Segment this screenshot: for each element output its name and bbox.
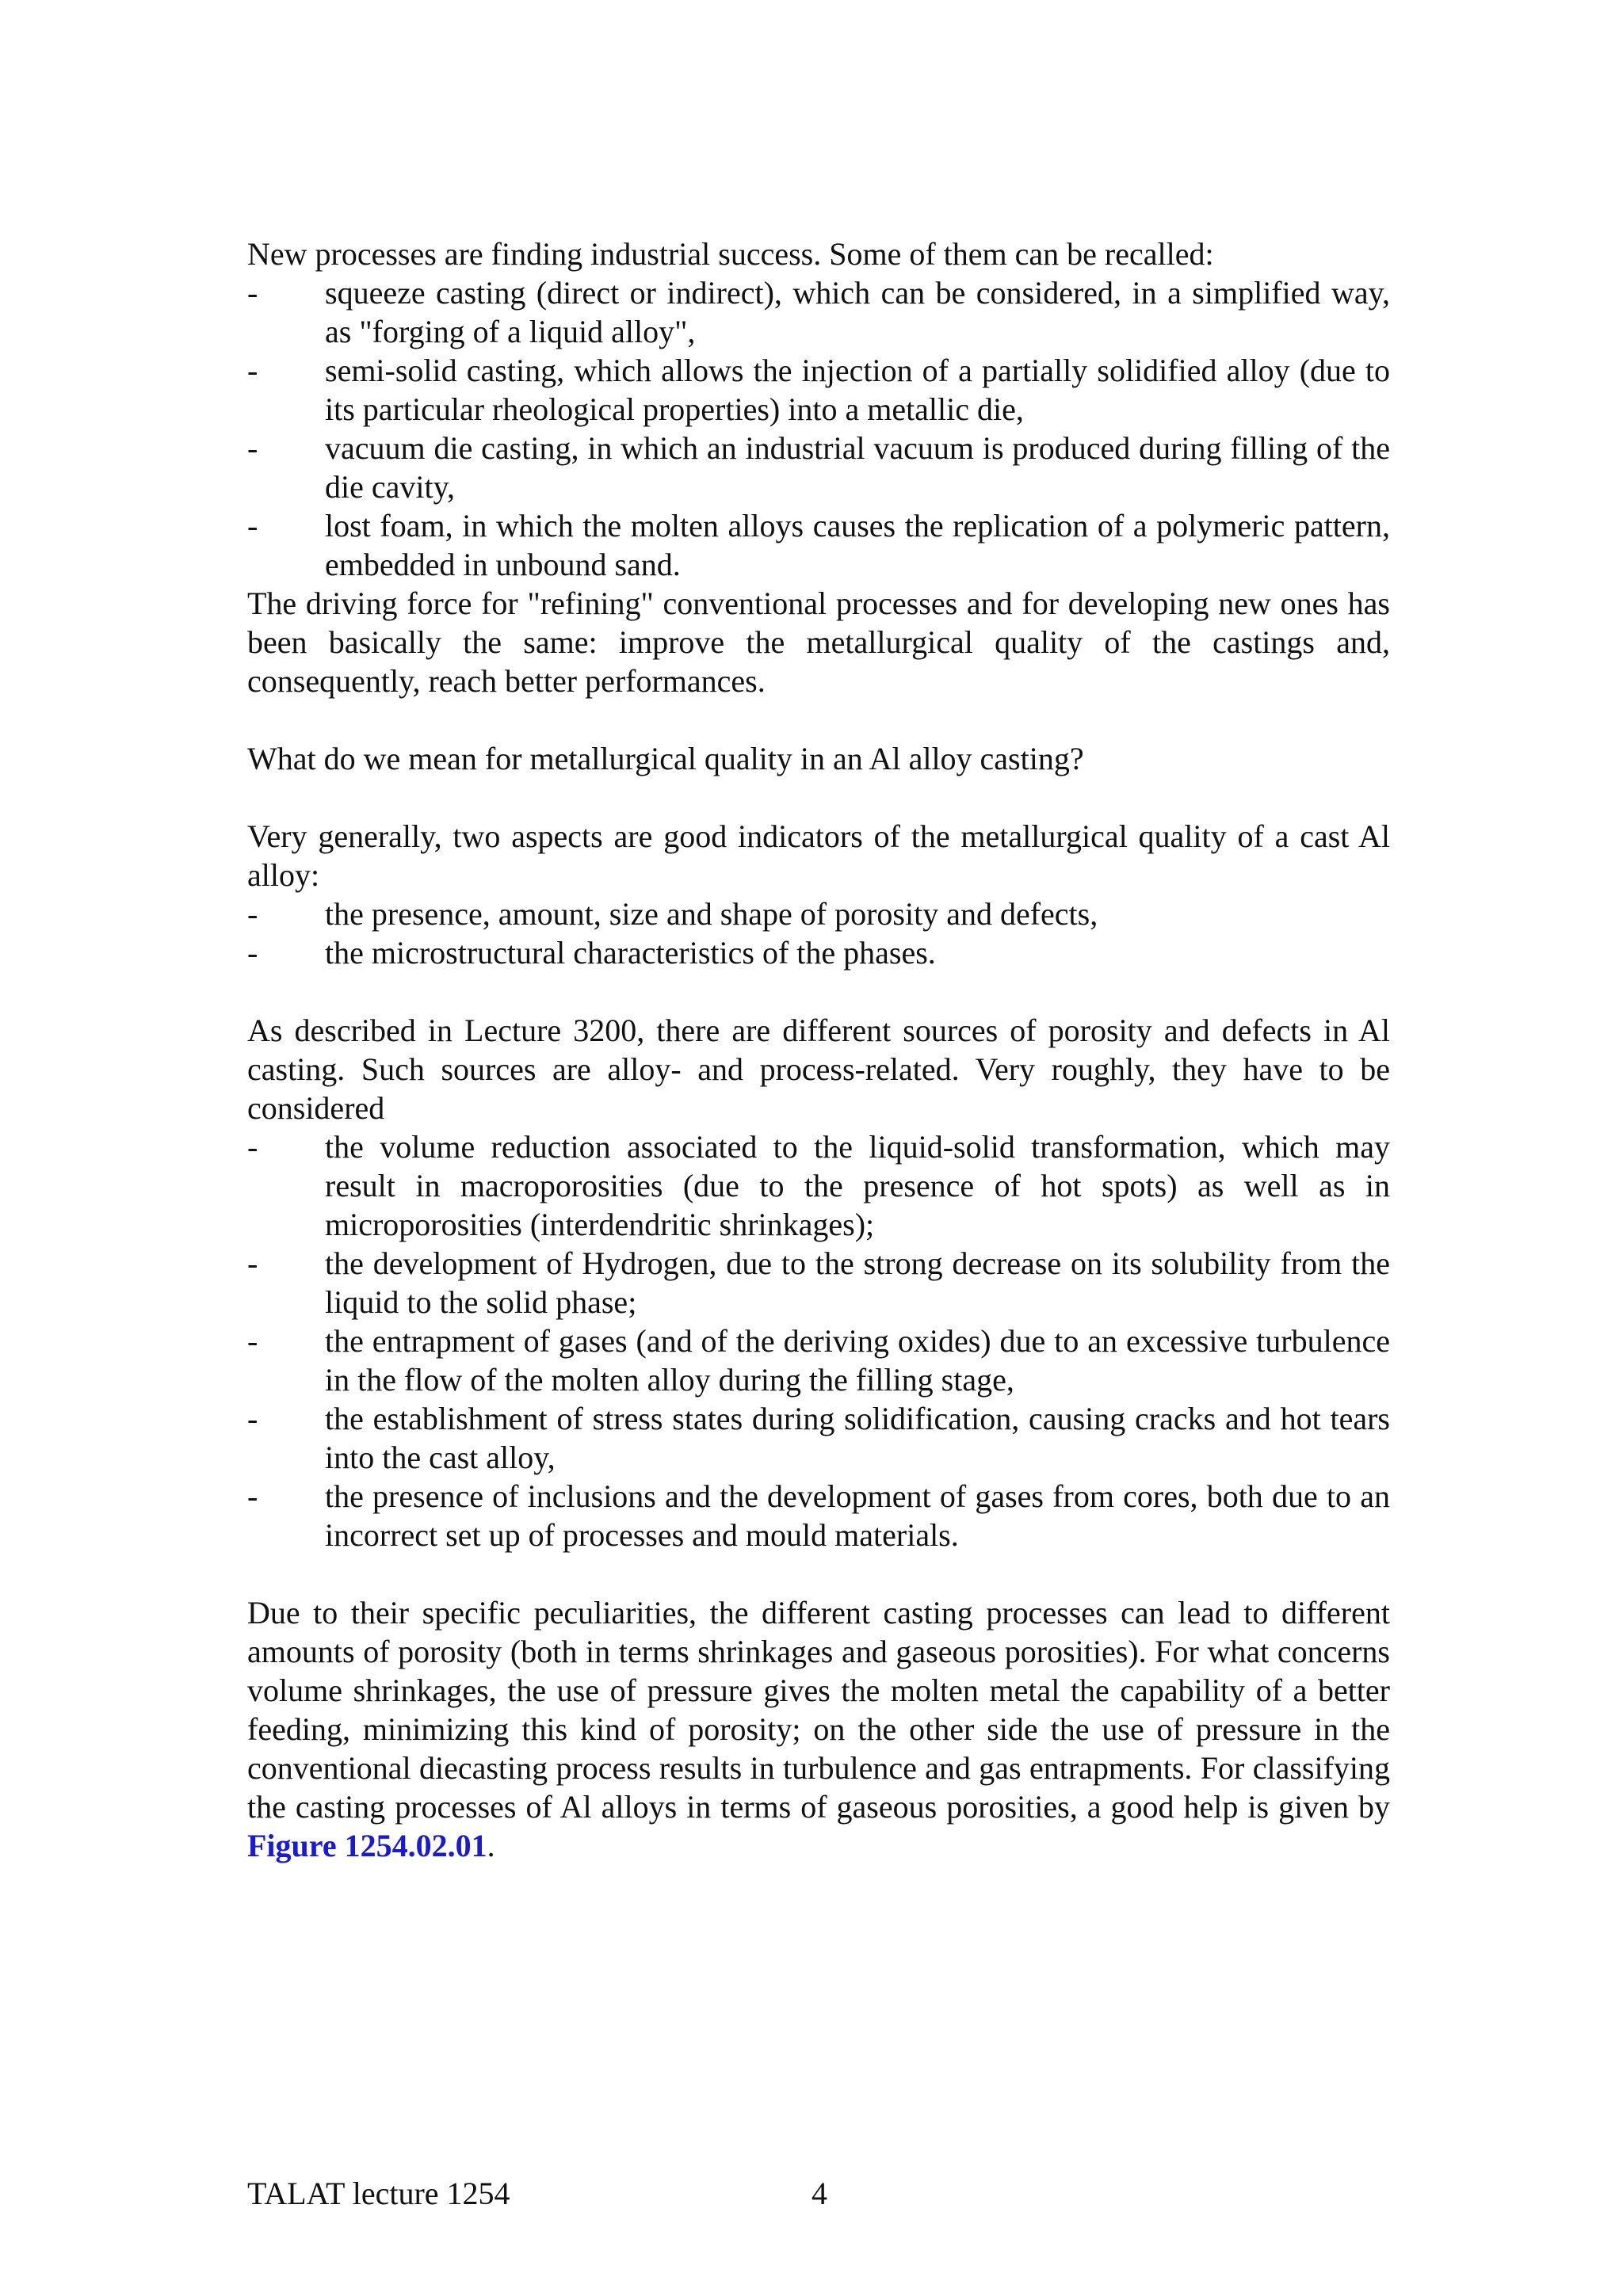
list-item	[247, 894, 1390, 933]
list-item	[247, 429, 1390, 506]
list-item	[247, 1127, 1390, 1244]
list-item	[247, 933, 1390, 972]
bullet-dash: -	[247, 1245, 258, 1281]
list-item-text: squeeze casting (direct or indirect), which can be considered, in a simplified way, as "forging of a liquid alloy",	[325, 275, 1390, 349]
paragraph-gap	[247, 778, 1390, 817]
question-paragraph: What do we mean for metallurgical quality in an Al alloy casting?	[247, 741, 1084, 776]
list-item-text: the presence, amount, size and shape of porosity and defects,	[325, 896, 1098, 932]
paragraph-gap	[247, 700, 1390, 739]
bullet-dash: -	[247, 430, 258, 466]
conclusion-text: Due to their specific peculiarities, the different casting processes can lead to different amounts of porosity (both in terms shrinkages and gaseous porosities). For what concerns volume shrinkages, the use of pressure gives the molten metal the capability of a better feeding, minimizing this kind of porosity; on the other side the use of pressure in the conventional diecasting process results in turbulence and gas entrapments. For classifying the casting processes of Al alloys in terms of gaseous porosities, a good help is given by	[247, 1595, 1390, 1825]
list-item-text: semi-solid casting, which allows the injection of a partially solidified alloy (due to its particular rheological properties) into a metallic die,	[325, 353, 1390, 427]
intro-paragraph: New processes are finding industrial success. Some of them can be recalled:	[247, 236, 1214, 272]
indicators-list	[247, 894, 1390, 972]
bullet-dash: -	[247, 1323, 258, 1359]
list-item	[247, 1399, 1390, 1477]
conclusion-end: .	[487, 1828, 495, 1863]
list-item-text: the microstructural characteristics of the phases.	[325, 935, 936, 971]
list-item	[247, 1322, 1390, 1399]
new-processes-list	[247, 273, 1390, 584]
list-item-text: vacuum die casting, in which an industrial vacuum is produced during filling of the die cavity,	[325, 430, 1390, 505]
indicators-paragraph: Very generally, two aspects are good indicators of the metallurgical quality of a cast Al alloy:	[247, 818, 1390, 893]
bullet-dash: -	[247, 1401, 258, 1436]
list-item-text: the volume reduction associated to the liquid-solid transformation, which may result in macroporosities (due to the presence of hot spots) as well as in microporosities (interdendritic shrinkages);	[325, 1129, 1390, 1242]
list-item-text: the establishment of stress states during solidification, causing cracks and hot tears into the cast alloy,	[325, 1401, 1390, 1475]
bullet-dash: -	[247, 1478, 258, 1514]
list-item	[247, 1244, 1390, 1322]
list-item-text: lost foam, in which the molten alloys causes the replication of a polymeric pattern, embedded in unbound sand.	[325, 508, 1390, 582]
bullet-dash: -	[247, 1129, 258, 1165]
list-item	[247, 351, 1390, 429]
figure-reference-link[interactable]: Figure 1254.02.01	[247, 1828, 487, 1863]
bullet-dash: -	[247, 935, 258, 971]
driving-force-paragraph: The driving force for "refining" conventional processes and for developing new ones has been basically the same: improve the metallurgical quality of the castings and, consequently, reach better performances.	[247, 585, 1390, 699]
paragraph-gap	[247, 1554, 1390, 1593]
paragraph-gap	[247, 972, 1390, 1011]
bullet-dash: -	[247, 353, 258, 388]
conclusion-paragraph	[247, 1593, 1390, 1865]
list-item-text: the presence of inclusions and the development of gases from cores, both due to an incorrect set up of processes and mould materials.	[325, 1478, 1390, 1553]
footer-lecture-title: TALAT lecture 1254	[247, 2176, 510, 2211]
list-item	[247, 506, 1390, 584]
list-item-text: the development of Hydrogen, due to the strong decrease on its solubility from the liquid to the solid phase;	[325, 1245, 1390, 1320]
list-item	[247, 273, 1390, 351]
footer-page-number: 4	[812, 2176, 827, 2211]
document-body	[247, 235, 1390, 1865]
bullet-dash: -	[247, 508, 258, 543]
porosity-sources-list	[247, 1127, 1390, 1554]
bullet-dash: -	[247, 896, 258, 932]
list-item-text: the entrapment of gases (and of the deriving oxides) due to an excessive turbulence in the flow of the molten alloy during the filling stage,	[325, 1323, 1390, 1398]
sources-paragraph: As described in Lecture 3200, there are different sources of porosity and defects in Al casting. Such sources are alloy- and process-related. Very roughly, they have to be considered	[247, 1013, 1390, 1126]
list-item	[247, 1477, 1390, 1554]
bullet-dash: -	[247, 275, 258, 311]
